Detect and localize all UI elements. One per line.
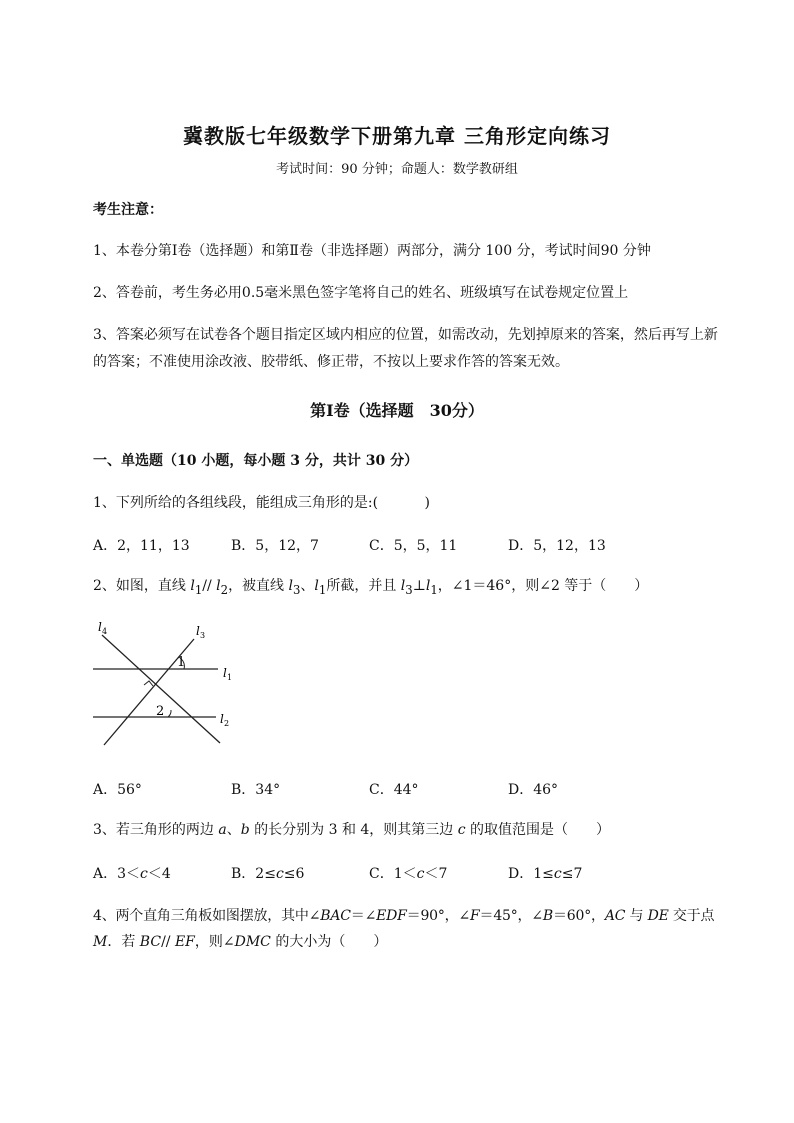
page-title: 冀教版七年级数学下册第九章 三角形定向练习	[183, 124, 611, 148]
part-heading: 一、单选题（10 小题，每小题 3 分，共计 30 分）	[93, 453, 419, 469]
question-3-option-b[interactable]: B．2≤c≤6	[231, 866, 305, 882]
notice-heading: 考生注意：	[93, 202, 163, 218]
notice-item-1: 1、本卷分第Ⅰ卷（选择题）和第Ⅱ卷（非选择题）两部分，满分 100 分，考试时间90 分钟	[93, 243, 651, 259]
exam-info: 考试时间：90 分钟；命题人：数学教研组	[276, 162, 518, 177]
angle-1-label: 1	[177, 655, 186, 670]
right-angle-mark	[144, 681, 153, 686]
question-1-option-c[interactable]: C．5，5，11	[369, 538, 458, 554]
notice-item-3-line-2: 的答案；不准使用涂改液、胶带纸、修正带，不按以上要求作答的答案无效。	[93, 354, 569, 370]
question-2-option-b[interactable]: B．34°	[231, 782, 281, 798]
question-3-option-a[interactable]: A．3＜c＜4	[93, 866, 171, 882]
question-2-option-c[interactable]: C．44°	[369, 782, 419, 798]
question-2-option-a[interactable]: A．56°	[93, 782, 142, 798]
label-l3: l	[196, 624, 200, 638]
section-title: 第Ⅰ卷（选择题 30分）	[310, 401, 484, 420]
label-l1: l	[223, 666, 227, 680]
question-3-stem: 3、若三角形的两边 a、b 的长分别为 3 和 4，则其第三边 c 的取值范围是（ ）	[93, 822, 611, 838]
question-1-stem: 1、下列所给的各组线段，能组成三角形的是:( )	[93, 495, 430, 511]
question-4-stem-line-2: M．若 BC// EF，则∠DMC 的大小为（ ）	[93, 934, 388, 950]
notice-item-2: 2、答卷前，考生务必用0.5毫米黑色签字笔将自己的姓名、班级填写在试卷规定位置上	[93, 285, 629, 301]
question-2-option-d[interactable]: D．46°	[508, 782, 559, 798]
label-l4: l	[98, 620, 102, 634]
angle-2-label: 2	[156, 704, 165, 719]
question-2-figure	[88, 615, 248, 755]
question-1-option-d[interactable]: D．5，12，13	[508, 538, 606, 554]
question-1-option-b[interactable]: B．5，12，7	[231, 538, 319, 554]
question-2-stem: 2、如图，直线 $l_1//$ $l_2$，被直线 $l_3$、$l_1$所截，并且 $l_3\perp l_1$，∠1＝46°，则∠2 等于（ ）	[93, 578, 649, 597]
label-l4-sub: 4	[102, 627, 108, 636]
notice-item-3-line-1: 3、答案必须写在试卷各个题目指定区域内相应的位置，如需改动，先划掉原来的答案，然后再写上新	[93, 327, 718, 343]
question-4-stem-line-1: 4、两个直角三角板如图摆放，其中∠BAC＝∠EDF＝90°，∠F＝45°，∠B＝60°，AC 与 DE 交于点	[93, 908, 715, 924]
label-l1-sub: 1	[227, 673, 233, 682]
question-1-option-a[interactable]: A．2，11，13	[93, 538, 190, 554]
angle-2-arc	[168, 710, 171, 717]
question-3-option-d[interactable]: D．1≤c≤7	[508, 866, 583, 882]
label-l3-sub: 3	[200, 631, 206, 640]
label-l2-sub: 2	[224, 719, 230, 728]
question-3-option-c[interactable]: C．1＜c＜7	[369, 866, 448, 882]
label-l2: l	[220, 712, 224, 726]
